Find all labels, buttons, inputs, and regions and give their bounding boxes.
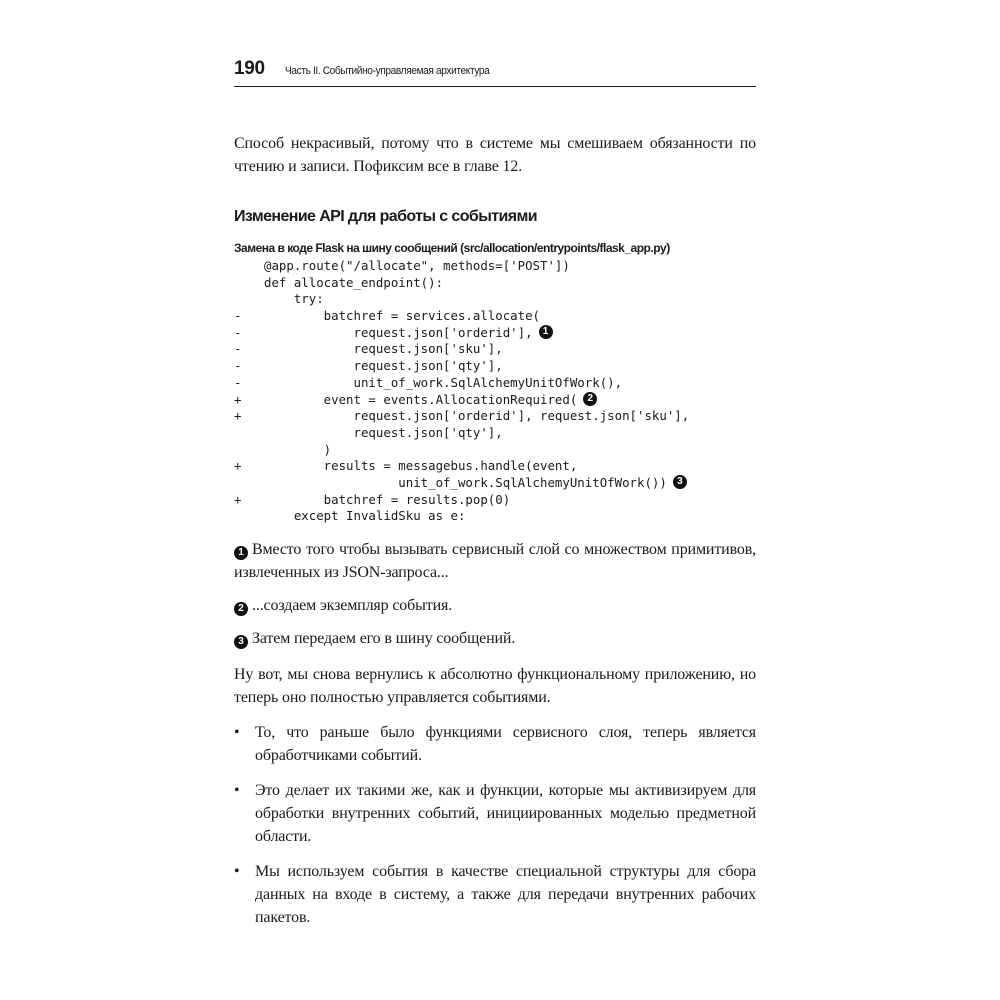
code-line (234, 442, 756, 459)
code-text: @app.route("/allocate", methods=['POST']) (264, 258, 570, 273)
code-text: request.json['orderid'], (264, 324, 533, 340)
code-line (234, 341, 756, 358)
callout-number-icon: 2 (234, 602, 248, 616)
section-heading: Изменение API для работы с событиями (234, 208, 537, 225)
code-line (234, 475, 756, 492)
diff-marker (234, 275, 264, 292)
diff-marker (234, 508, 264, 525)
callout-note (234, 594, 756, 617)
code-line (234, 392, 756, 409)
diff-marker: - (234, 358, 242, 374)
code-line (234, 325, 756, 342)
bullet-text: То, что раньше было функциями сервисного слоя, теперь является обработчиками событий. (255, 724, 756, 764)
bullet-item (234, 779, 756, 848)
diff-marker (234, 442, 264, 459)
code-text: request.json['sku'], (264, 341, 503, 357)
code-caption: Замена в коде Flask на шину сообщений (src/allocation/entrypoints/flask_app.py) (234, 241, 670, 255)
callout-number-icon: 1 (539, 325, 553, 339)
diff-marker: + (234, 458, 242, 474)
callout-number-icon: 2 (583, 392, 597, 406)
code-line (234, 375, 756, 392)
code-text: def allocate_endpoint(): (264, 274, 444, 290)
diff-marker (234, 291, 264, 308)
code-line (234, 358, 756, 375)
summary-paragraph: Ну вот, мы снова вернулись к абсолютно функциональному приложению, но теперь оно полностью управляется событиями. (234, 666, 756, 706)
code-text: event = events.AllocationRequired( (264, 391, 578, 407)
bullet-text: Мы используем события в качестве специальной структуры для сбора данных на входе в систему, а также для передачи внутренних рабочих пакетов. (255, 863, 756, 926)
book-page (234, 58, 756, 929)
diff-marker: - (234, 341, 242, 357)
code-text: batchref = results.pop(0) (264, 491, 511, 507)
code-line (234, 275, 756, 292)
callout-note (234, 627, 756, 650)
intro-paragraph: Способ некрасивый, потому что в системе мы смешиваем обязанности по чтению и записи. Пофиксим все в главе 12. (234, 135, 756, 175)
code-line (234, 408, 756, 425)
code-text: try: (264, 291, 324, 307)
bullet-list (234, 721, 756, 929)
diff-marker: - (234, 308, 242, 324)
bullet-icon: • (234, 863, 240, 880)
bullet-icon: • (234, 782, 240, 799)
diff-marker: + (234, 408, 242, 424)
diff-marker: + (234, 491, 242, 507)
callout-notes (234, 538, 756, 650)
callout-number-icon: 1 (234, 546, 248, 560)
code-line (234, 258, 756, 275)
code-line (234, 425, 756, 442)
code-text: batchref = services.allocate( (264, 308, 541, 324)
bullet-icon: • (234, 724, 240, 741)
code-text: results = messagebus.handle(event, (264, 458, 578, 474)
diff-marker: + (234, 391, 242, 407)
running-title: Часть II. Событийно-управляемая архитектура (284, 65, 490, 77)
bullet-item (234, 860, 756, 929)
code-line (234, 291, 756, 308)
code-block (234, 258, 756, 525)
code-text: unit_of_work.SqlAlchemyUnitOfWork(), (264, 374, 623, 390)
diff-marker: - (234, 374, 242, 390)
diff-marker (234, 425, 264, 442)
code-line (234, 508, 756, 525)
code-text: request.json['qty'], (264, 358, 503, 374)
page-number: 190 (234, 58, 265, 79)
callout-note (234, 538, 756, 584)
bullet-text: Это делает их такими же, как и функции, которые мы активизируем для обработки внутренних событий, инициированных моделью предметной области. (255, 782, 756, 845)
code-text: request.json['qty'], (264, 424, 503, 440)
page-header (234, 58, 756, 87)
diff-marker: - (234, 324, 242, 340)
code-line (234, 492, 756, 509)
code-text: request.json['orderid'], request.json['sku'], (264, 408, 690, 424)
callout-number-icon: 3 (673, 475, 687, 489)
code-line (234, 308, 756, 325)
diff-marker (234, 475, 264, 492)
callout-note-text: Вместо того чтобы вызывать сервисный слой со множеством примитивов, извлеченных из JSON-запроса... (234, 541, 756, 581)
diff-marker (234, 258, 264, 275)
callout-note-text: Затем передаем его в шину сообщений. (252, 630, 516, 647)
callout-number-icon: 3 (234, 635, 248, 649)
code-text: unit_of_work.SqlAlchemyUnitOfWork()) (264, 474, 667, 490)
bullet-item (234, 721, 756, 767)
code-text: except InvalidSku as e: (264, 508, 466, 524)
code-line (234, 458, 756, 475)
code-text: ) (264, 441, 332, 457)
callout-note-text: ...создаем экземпляр события. (252, 597, 453, 614)
